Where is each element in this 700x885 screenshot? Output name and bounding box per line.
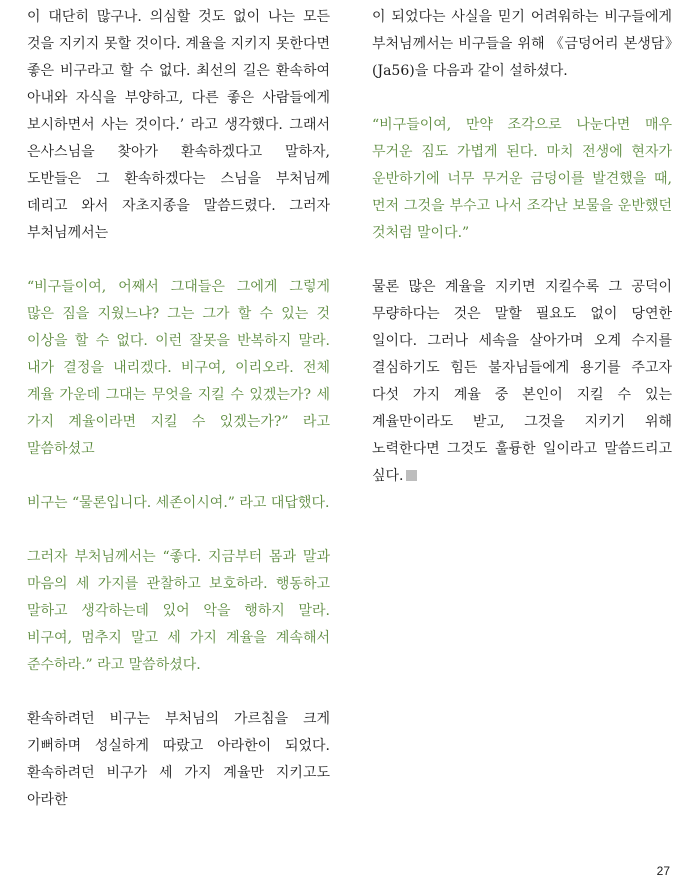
paragraph-conclusion	[372, 274, 672, 490]
paragraph-narrative-1: 이 대단히 많구나. 의심할 것도 없이 나는 모든 것을 지키지 못할 것이다. 계율을 지키지 못한다면 좋은 비구라고 할 수 없다. 최선의 길은 환속하여 아내와 자식을 부양하고, 다른 좋은 사람들에게 보시하면서 사는 것이다.’ 라고 생각했다. 그래서 은사스님을 찾아가 환속하겠다고 말하자, 도반들은 그 환속하겠다는 스님을 부처님께 데리고 와서 자초지종을 말씀드렸다. 그러자 부처님께서는	[27, 9, 330, 241]
paragraph-conclusion-text: 물론 많은 계율을 지키면 지킬수록 그 공덕이 무량하다는 것은 말할 필요도 없이 당연한 일이다. 그러나 세속을 살아가며 오계 수지를 결심하기도 힘든 불자님들에게 용기를 주고자 다섯 가지 계율 중 본인이 지킬 수 있는 계율만이라도 받고, 그것을 지키기 위해 노력한다면 그것도 훌륭한 일이라고 말씀드리고 싶다.	[372, 279, 672, 484]
paragraph-buddha-quote-1: “비구들이여, 어째서 그대들은 그에게 그렇게 많은 짐을 지웠느냐? 그는 그가 할 수 있는 것 이상을 할 수 없다. 이런 잘못을 반복하지 말라. 내가 결정을 내리겠다. 비구여, 이리오라. 전체 계율 가운데 그대는 무엇을 지킬 수 있겠는가? 세 가지 계율이라면 지킬 수 있겠는가?” 라고 말씀하셨고	[27, 279, 330, 457]
left-column	[27, 4, 330, 814]
paragraph-narrative-2: 환속하려던 비구는 부처님의 가르침을 크게 기뻐하며 성실하게 따랐고 아라한이 되었다. 환속하려던 비구가 세 가지 계율만 지키고도 아라한	[27, 711, 330, 808]
paragraph-narrative-3: 이 되었다는 사실을 믿기 어려워하는 비구들에게 부처님께서는 비구들을 위해 《금덩어리 본생담》(Ja56)을 다음과 같이 설하셨다.	[372, 9, 672, 79]
paragraph-buddha-quote-2: 그러자 부처님께서는 “좋다. 지금부터 몸과 말과 마음의 세 가지를 관찰하고 보호하라. 행동하고 말하고 생각하는데 있어 악을 행하지 말라. 비구여, 멈추지 말고 세 가지 계율을 계속해서 준수하라.” 라고 말씀하셨다.	[27, 549, 330, 673]
paragraph-monk-reply: 비구는 “물론입니다. 세존이시여.” 라고 대답했다.	[27, 495, 330, 511]
page-number: 27	[656, 864, 670, 878]
right-column	[372, 4, 672, 490]
end-mark-icon	[406, 470, 417, 481]
paragraph-jataka-quote: “비구들이여, 만약 조각으로 나눈다면 매우 무거운 짐도 가볍게 된다. 마치 전생에 현자가 운반하기에 너무 무거운 금덩이를 발견했을 때, 먼저 그것을 부수고 나서 조각난 보물을 운반했던 것처럼 말이다.”	[372, 117, 672, 241]
